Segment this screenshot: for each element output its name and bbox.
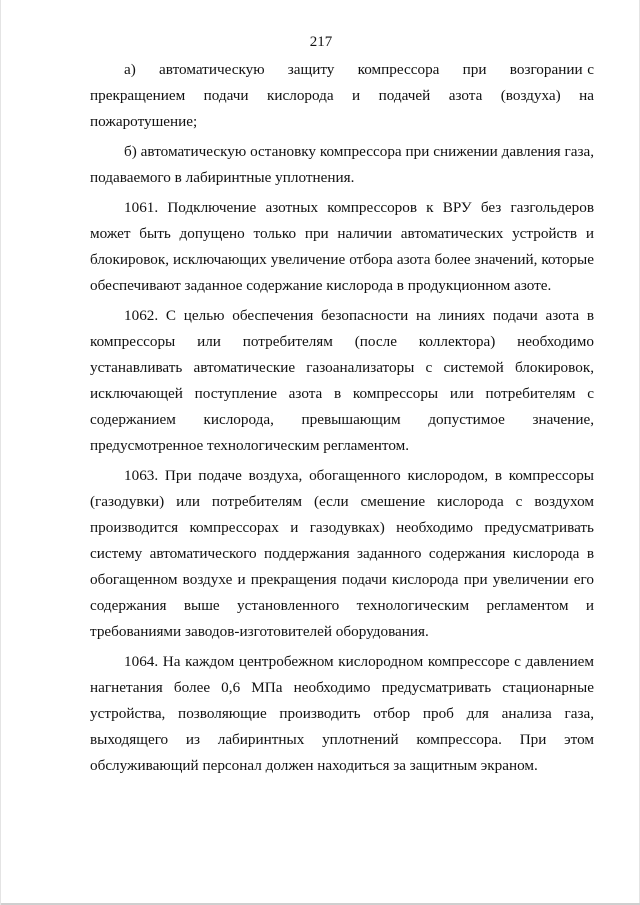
paragraph-1064: 1064. На каждом центробежном кислородном компрессоре с давлением нагнетания более 0,6 МПа необходимо предусматривать стационарные устройства, позволяющие производить отбор проб для анализа газа, выходящего из лабиринтных уплотнений компрессора. При этом обслуживающий персонал должен находиться за защитным экраном. (90, 653, 594, 774)
paragraph-b: б) автоматическую остановку компрессора при снижении давления газа, подаваемого в лабиринтные уплотнения. (90, 143, 594, 186)
paragraph-a: а) автоматическую защиту компрессора при возгорании с прекращением подачи кислорода и подачей азота (воздуха) на пожаротушение; (90, 61, 594, 130)
paragraph-1062: 1062. С целью обеспечения безопасности на линиях подачи азота в компрессоры или потребителям (после коллектора) необходимо устанавливать автоматические газоанализаторы с системой блокировок, исключающей поступление азота в компрессоры или потребителям с содержанием кислорода, превышающим допустимое значение, предусмотренное технологическим регламентом. (90, 307, 594, 454)
page-number: 217 (309, 34, 333, 50)
body-text (90, 57, 594, 779)
paragraph-1063: 1063. При подаче воздуха, обогащенного кислородом, в компрессоры (газодувки) или потребителям (если смешение кислорода с воздухом производится компрессорах и газодувках) необходимо предусматривать систему автоматического поддержания заданного содержания кислорода в обогащенном воздухе и прекращения подачи кислорода при увеличении его содержания выше установленного технологическим регламентом и требованиями заводов-изготовителей оборудования. (90, 467, 594, 640)
paragraph-1061: 1061. Подключение азотных компрессоров к ВРУ без газгольдеров может быть допущено только при наличии автоматических устройств и блокировок, исключающих увеличение отбора азота более значений, которые обеспечивают заданное содержание кислорода в продукционном азоте. (90, 199, 594, 294)
